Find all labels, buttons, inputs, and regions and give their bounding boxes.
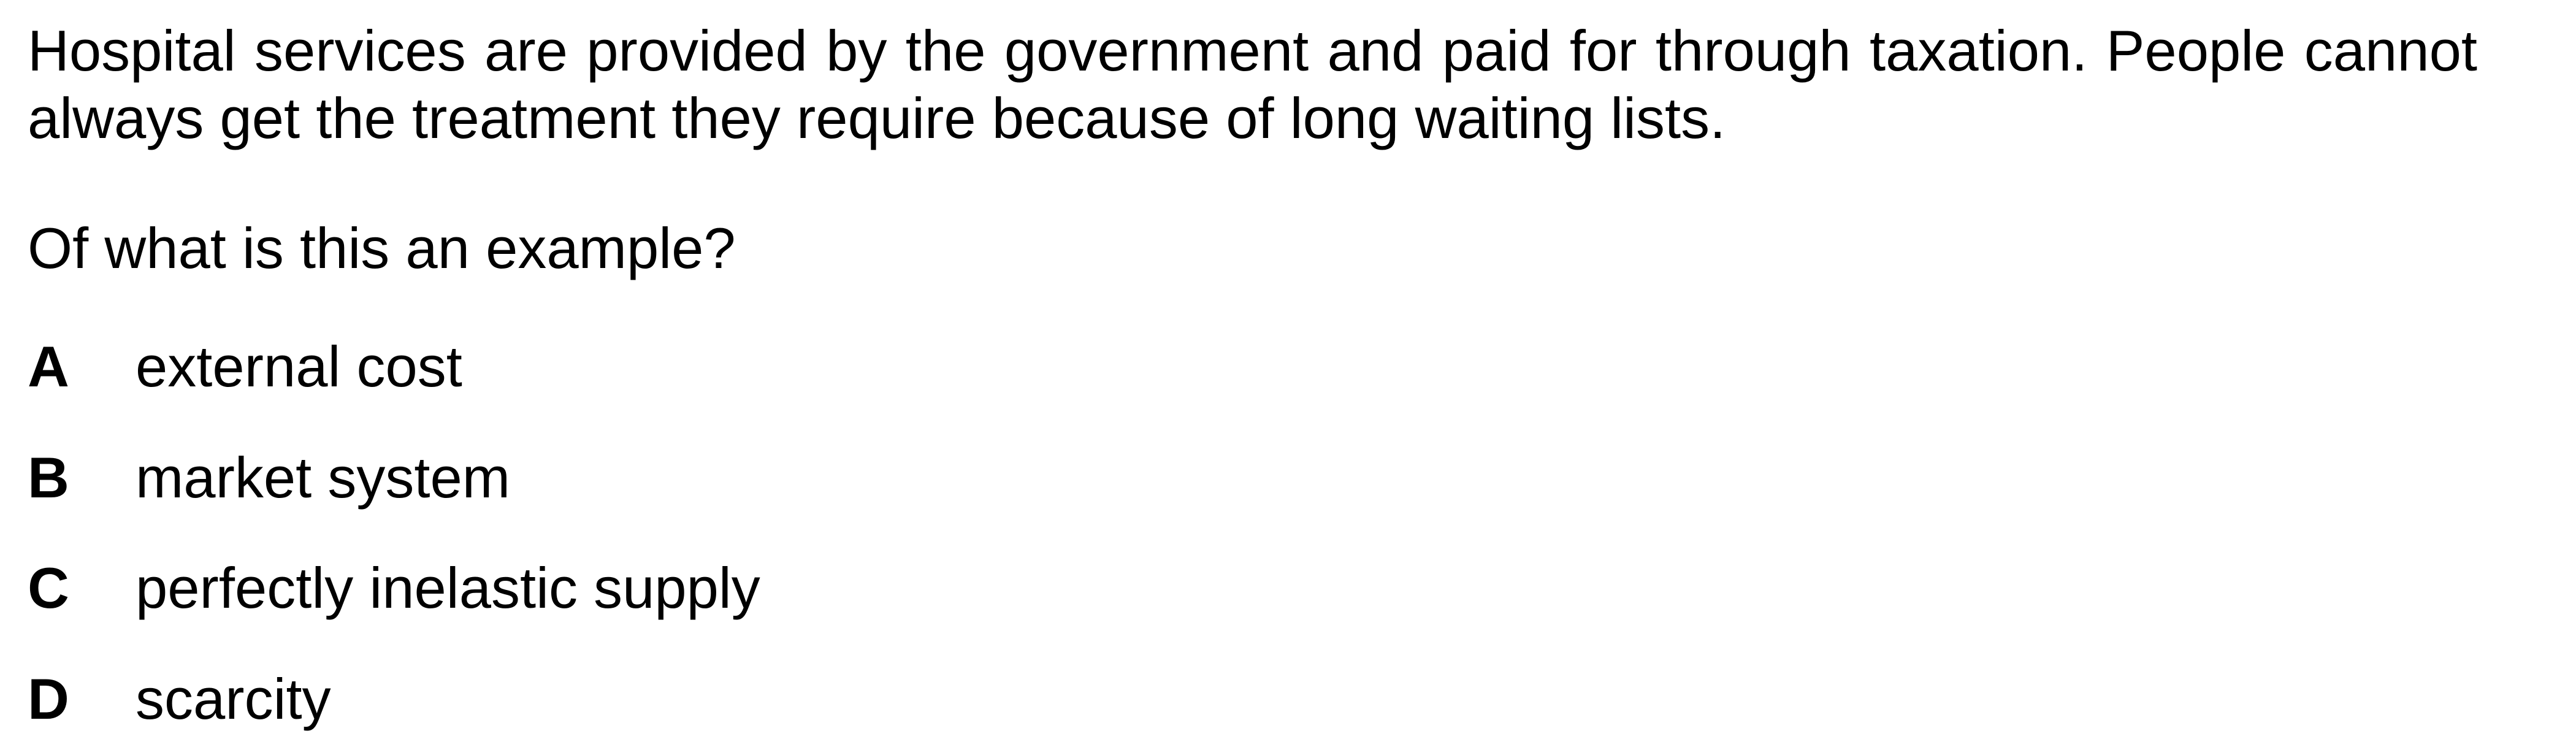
option-letter: B (28, 445, 69, 510)
option-text: scarcity (136, 667, 331, 731)
option-text: perfectly inelastic supply (136, 556, 760, 620)
option-letter: D (28, 667, 69, 731)
question-prompt: Of what is this an example? (28, 216, 736, 280)
question-stem-line-2: always get the treatment they require because of long waiting lists. (28, 86, 1726, 150)
option-letter: C (28, 556, 69, 620)
option-letter: A (28, 334, 69, 399)
option-text: external cost (136, 334, 462, 399)
option-text: market system (136, 445, 511, 510)
question-stem (28, 17, 2480, 152)
question-stem-line-1: Hospital services are provided by the government and paid for through taxation. People cannot (28, 18, 2477, 83)
